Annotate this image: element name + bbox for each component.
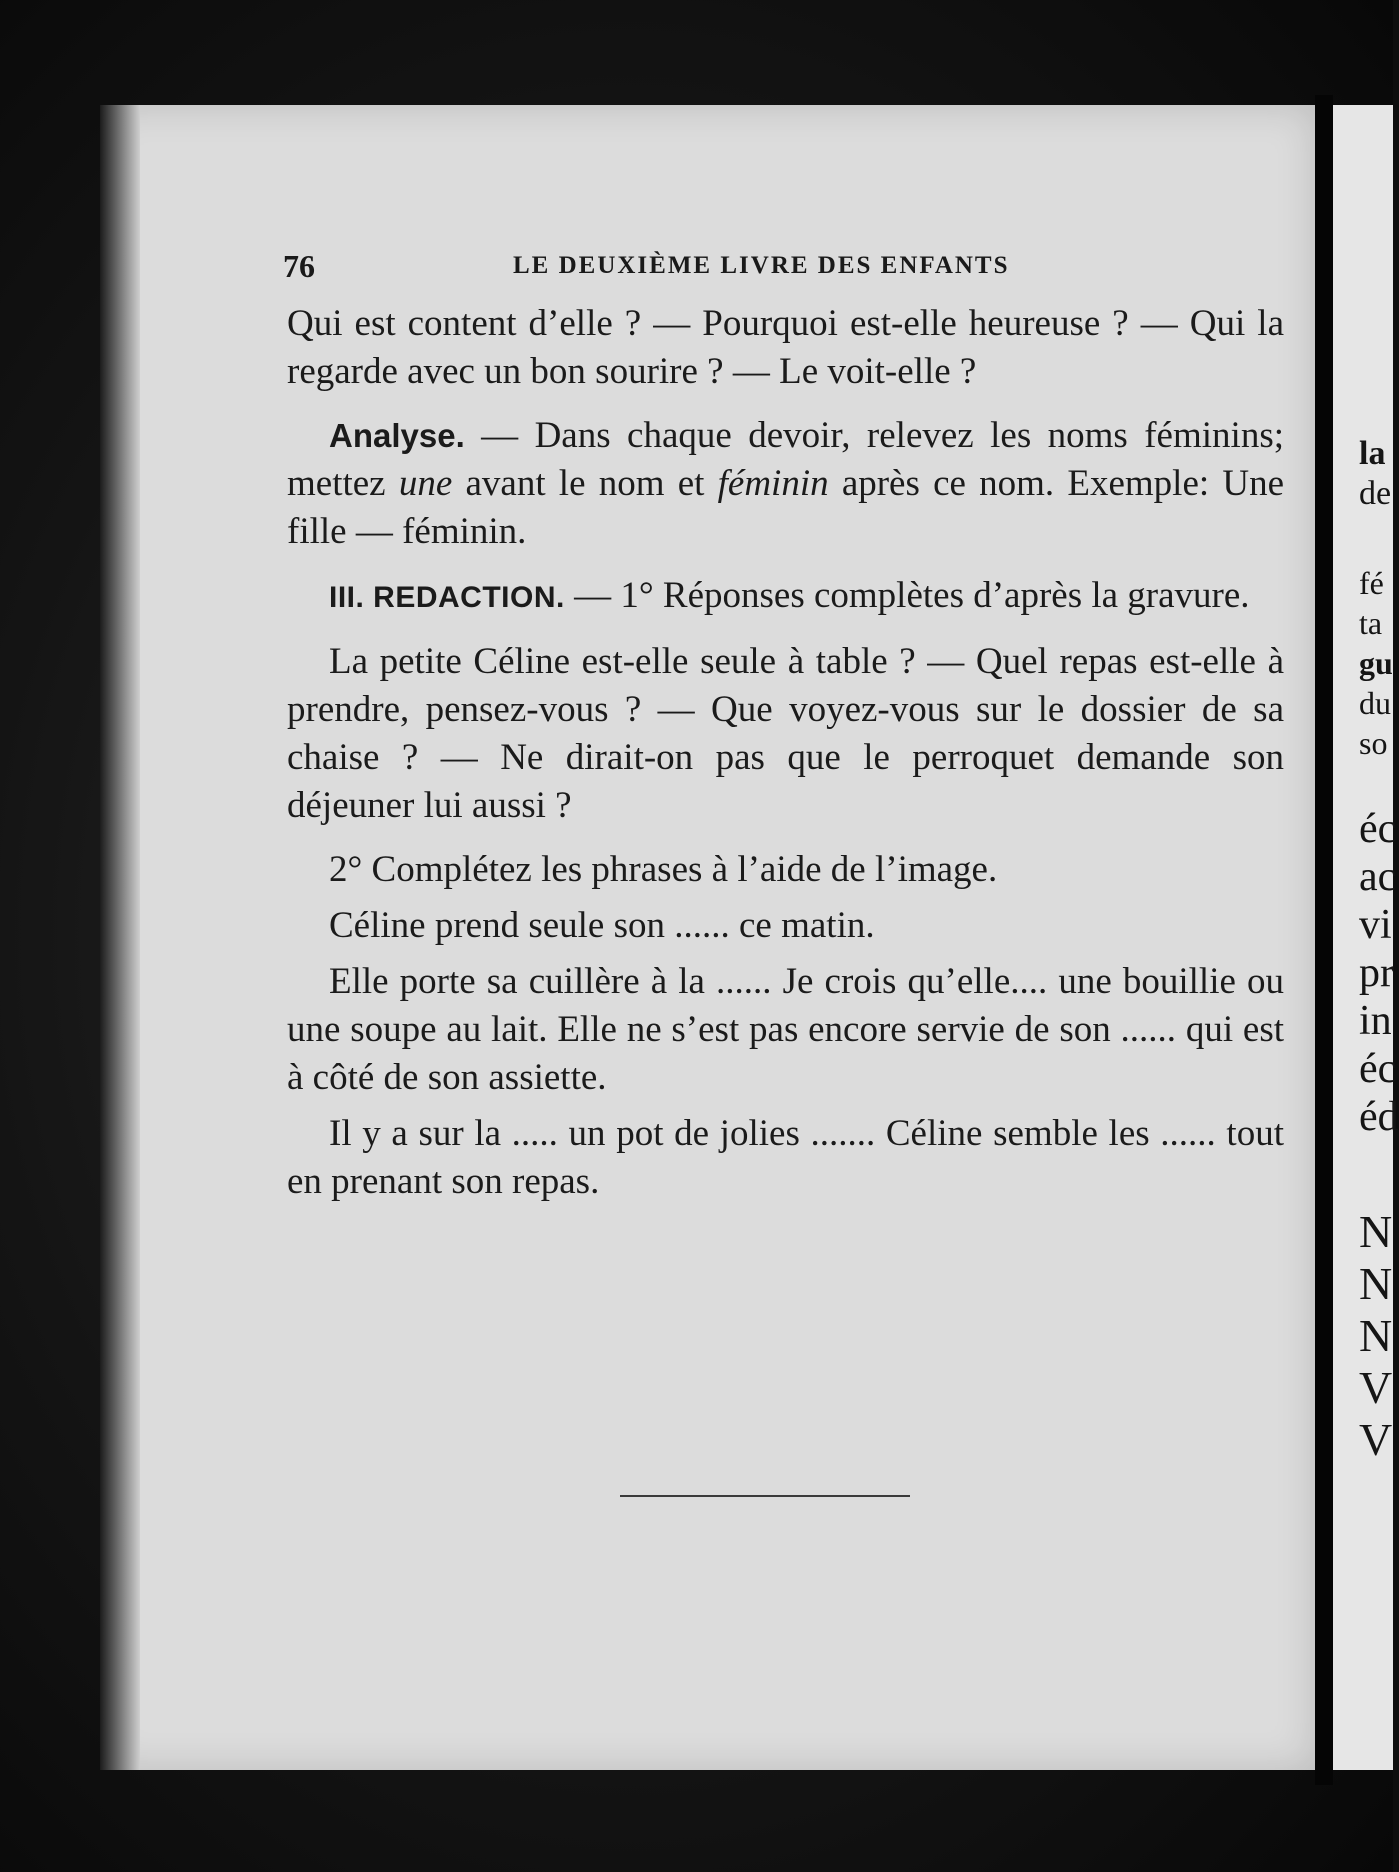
paragraph-redaction	[287, 572, 1284, 622]
paragraph-questions-intro: Qui est content d’elle ? — Pourquoi est-elle heureuse ? — Qui la regarde avec un bon sourire ? — Le voit-elle ?	[287, 303, 1284, 392]
fill-in-sentence: Elle porte sa cuillère à la ...... Je crois qu’elle.... une bouillie ou une soupe au lait. Elle ne s’est pas encore servie de son ...... qui est à côté de son assiette.	[287, 961, 1284, 1098]
facing-line: N	[1359, 1206, 1393, 1257]
page-header	[283, 248, 1283, 288]
facing-line: éc	[1359, 806, 1397, 852]
facing-line: la	[1359, 435, 1386, 472]
page-body	[287, 300, 1284, 1214]
facing-line: du	[1359, 685, 1391, 721]
facing-line: vi	[1359, 902, 1392, 948]
fill-in-sentence: Il y a sur la ..... un pot de jolies ....... Céline semble les ...... tout en prenant son repas.	[287, 1113, 1284, 1202]
paragraph-exercise-2: 2° Complétez les phrases à l’aide de l’image.	[329, 849, 998, 890]
facing-line: éd	[1359, 1094, 1399, 1140]
running-title: LE DEUXIÈME LIVRE DES ENFANTS	[513, 252, 1010, 279]
fill-in-sentence: Céline prend seule son ...... ce matin.	[329, 905, 875, 946]
facing-line: so	[1359, 725, 1388, 761]
facing-line: fé	[1359, 565, 1384, 601]
facing-line: ac	[1359, 854, 1397, 900]
facing-line: N	[1359, 1258, 1393, 1309]
page-binding-edge	[100, 105, 140, 1770]
facing-line: V	[1359, 1362, 1393, 1413]
facing-line: éc	[1359, 1046, 1397, 1092]
analyse-italic-word: une	[398, 463, 453, 504]
facing-line: de	[1359, 475, 1392, 512]
facing-line: ta	[1359, 605, 1383, 641]
analyse-text: — Dans chaque devoir, relevez les noms féminins; mettez	[287, 415, 1284, 504]
facing-line: gu	[1359, 645, 1393, 681]
analyse-heading: Analyse.	[329, 417, 465, 454]
page-number: 76	[283, 248, 315, 284]
redaction-heading: III. REDACTION.	[329, 581, 565, 614]
facing-line: N	[1359, 1310, 1393, 1361]
facing-line: V	[1359, 1414, 1393, 1465]
facing-page	[1333, 105, 1399, 1770]
paragraph-picture-questions: La petite Céline est-elle seule à table ? — Quel repas est-elle à prendre, pensez-vous ? — Que voyez-vous sur le dossier de sa chaise ? — Ne dirait-on pas que le perroquet demande son déjeuner lui aussi ?	[287, 641, 1284, 826]
analyse-text: avant le nom et	[452, 463, 718, 504]
analyse-italic-word: féminin	[717, 463, 829, 504]
facing-line: pr	[1359, 950, 1394, 996]
section-end-rule	[620, 1495, 910, 1497]
book-gutter	[1315, 95, 1333, 1785]
analyse-text: après ce nom. Exemple: Une fille — féminin.	[287, 463, 1285, 552]
paragraph-analyse	[287, 412, 1284, 556]
redaction-text: — 1° Réponses complètes d’après la gravure.	[564, 575, 1250, 616]
facing-line: in	[1359, 998, 1392, 1044]
